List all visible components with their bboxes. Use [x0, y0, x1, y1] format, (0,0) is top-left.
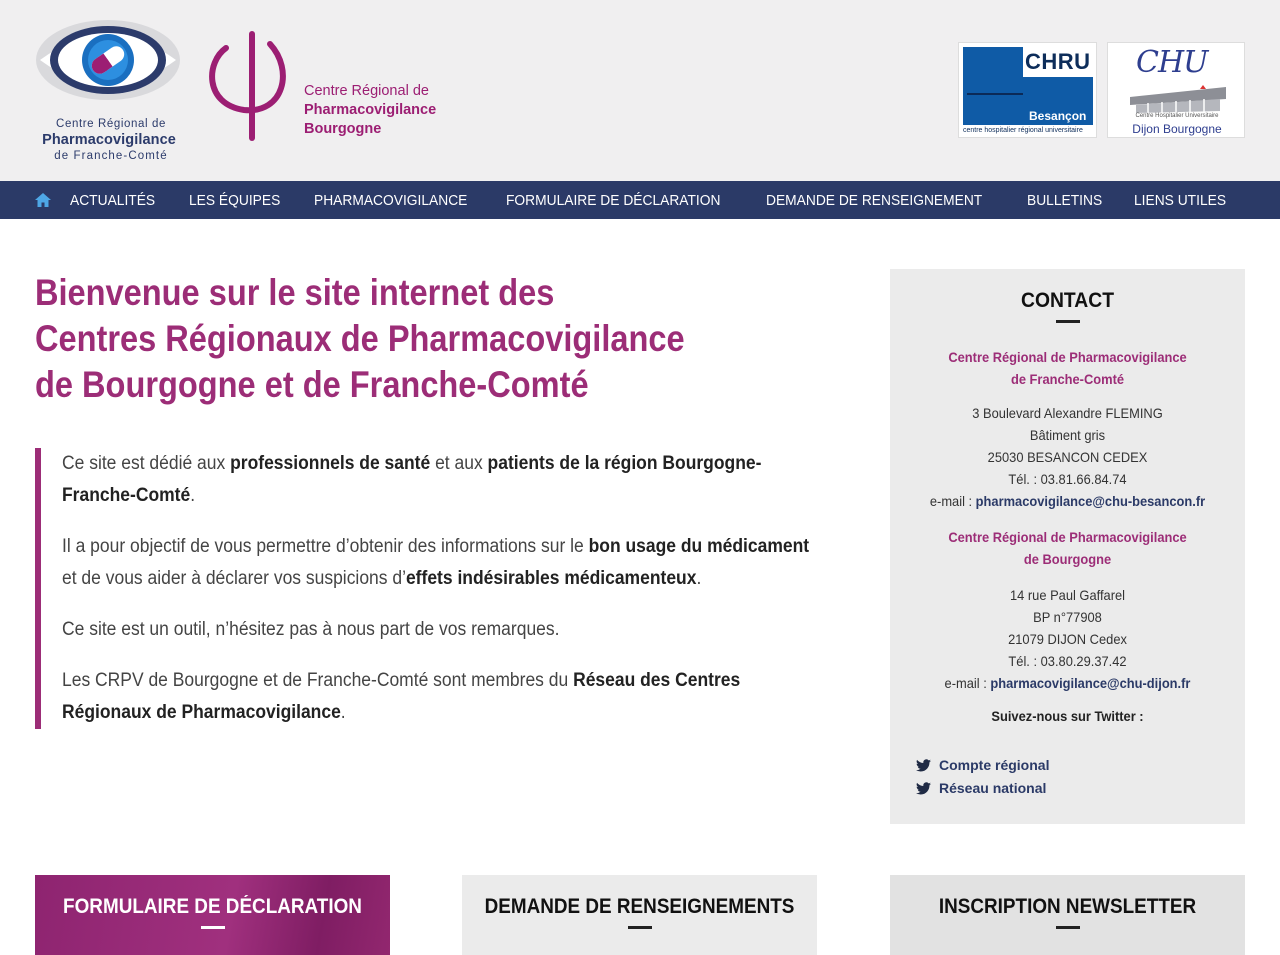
intro-block [35, 448, 825, 729]
contact-bg-address-1: 14 rue Paul Gaffarel [1009, 587, 1126, 603]
nav-actualites[interactable]: ACTUALITÉS [70, 191, 156, 209]
title-line-3: de Bourgogne et de Franche-Comté [35, 364, 589, 405]
logo-bg-line2: Pharmacovigilance [304, 102, 437, 118]
title-divider [1056, 320, 1080, 323]
chu-dijon-logo[interactable] [1107, 42, 1245, 138]
contact-fc-email-link[interactable]: pharmacovigilance@chu-besancon.fr [975, 493, 1206, 509]
chu-brand: CHU [1136, 45, 1208, 80]
chu-city: Dijon Bourgogne [1132, 122, 1222, 136]
contact-fc-address-2: Bâtiment gris [1029, 427, 1106, 443]
logo-franche-comte[interactable] [34, 10, 184, 168]
contact-title: CONTACT [1020, 289, 1115, 312]
contact-bg-email-line: e-mail : pharmacovigilance@chu-dijon.fr [944, 675, 1191, 691]
logo-fc-line1: Centre Régional de [56, 118, 166, 130]
phi-logo-icon [204, 30, 294, 142]
contact-bg-address-2: BP n°77908 [1033, 609, 1102, 625]
contact-bg-phone: Tél. : 03.80.29.37.42 [1008, 653, 1127, 669]
contact-bg-org-2: de Bourgogne [1023, 551, 1112, 567]
hospital-building-icon [1130, 83, 1226, 113]
title-divider [1056, 926, 1080, 929]
nav-liens-utiles[interactable]: LIENS UTILES [1134, 191, 1227, 209]
nav-formulaire-declaration[interactable]: FORMULAIRE DE DÉCLARATION [506, 191, 721, 209]
contact-fc-address-3: 25030 BESANCON CEDEX [987, 449, 1148, 465]
contact-fc-org-1: Centre Régional de Pharmacovigilance [948, 349, 1187, 365]
twitter-icon [916, 759, 931, 772]
intro-paragraph-3: Ce site est un outil, n’hésitez pas à nous part de vos remarques. [62, 619, 560, 640]
contact-fc-address-1: 3 Boulevard Alexandre FLEMING [972, 405, 1163, 421]
intro-paragraph-2: Il a pour objectif de vous permettre d’obtenir des informations sur le bon usage du médicament et de vous aider à déclarer vos suspicions d’effets indésirables médicamenteux. [62, 536, 810, 589]
twitter-icon [916, 782, 931, 795]
home-icon[interactable] [34, 191, 52, 209]
card-declaration-title: FORMULAIRE DE DÉCLARATION [63, 895, 362, 918]
logo-fc-line2: Pharmacovigilance [42, 132, 176, 148]
nav-equipes[interactable]: LES ÉQUIPES [188, 191, 280, 209]
title-line-2: Centres Régionaux de Pharmacovigilance [35, 318, 685, 359]
twitter-link-national[interactable]: Réseau national [916, 777, 1245, 800]
chru-brand: CHRU [1025, 49, 1091, 74]
title-line-1: Bienvenue sur le site internet des [35, 272, 555, 313]
chu-subtitle: Centre Hospitalier Universitaire [1135, 113, 1219, 119]
nav-demande-renseignement[interactable]: DEMANDE DE RENSEIGNEMENT [765, 191, 982, 209]
twitter-link-regional[interactable]: Compte régional [916, 754, 1245, 777]
logo-bg-line3: Bourgogne [304, 121, 382, 137]
title-divider [201, 926, 225, 929]
main-nav [0, 181, 1280, 219]
card-formulaire-declaration[interactable] [35, 875, 390, 955]
intro-paragraph-4: Les CRPV de Bourgogne et de Franche-Comté sont membres du Réseau des Centres Régionaux de Pharmacovigilance. [62, 670, 741, 723]
contact-panel [890, 269, 1245, 824]
chru-subtitle: centre hospitalier régional universitaire [963, 127, 1083, 134]
contact-bg-address-3: 21079 DIJON Cedex [1008, 631, 1127, 647]
twitter-links [890, 754, 1245, 800]
card-inscription-newsletter[interactable] [890, 875, 1245, 955]
contact-fc-email-line: e-mail : pharmacovigilance@chu-besancon.fr [929, 493, 1206, 509]
twitter-follow-label: Suivez-nous sur Twitter : [991, 708, 1144, 724]
nav-pharmacovigilance[interactable]: PHARMACOVIGILANCE [313, 191, 468, 209]
chru-city: Besançon [1029, 109, 1087, 123]
contact-fc-phone: Tél. : 03.81.66.84.74 [1008, 471, 1127, 487]
logo-bg-line1: Centre Régional de [304, 83, 429, 99]
logo-bourgogne[interactable] [204, 30, 464, 150]
title-divider [628, 926, 652, 929]
eye-logo-icon [34, 10, 184, 115]
card-demande-renseignements[interactable] [462, 875, 817, 955]
page-title [35, 270, 721, 408]
contact-bg-email-link[interactable]: pharmacovigilance@chu-dijon.fr [990, 675, 1191, 691]
nav-bulletins[interactable]: BULLETINS [1026, 191, 1102, 209]
card-newsletter-title: INSCRIPTION NEWSLETTER [938, 895, 1197, 918]
contact-fc-org-2: de Franche-Comté [1010, 371, 1125, 387]
contact-bg-org-1: Centre Régional de Pharmacovigilance [948, 529, 1187, 545]
card-info-title: DEMANDE DE RENSEIGNEMENTS [484, 895, 795, 918]
intro-paragraph-1: Ce site est dédié aux professionnels de santé et aux patients de la région Bourgogne-Franche-Comté. [62, 453, 762, 506]
chru-besancon-logo[interactable] [958, 42, 1097, 138]
logo-fc-line3: de Franche-Comté [54, 150, 168, 162]
site-header [0, 0, 1280, 181]
